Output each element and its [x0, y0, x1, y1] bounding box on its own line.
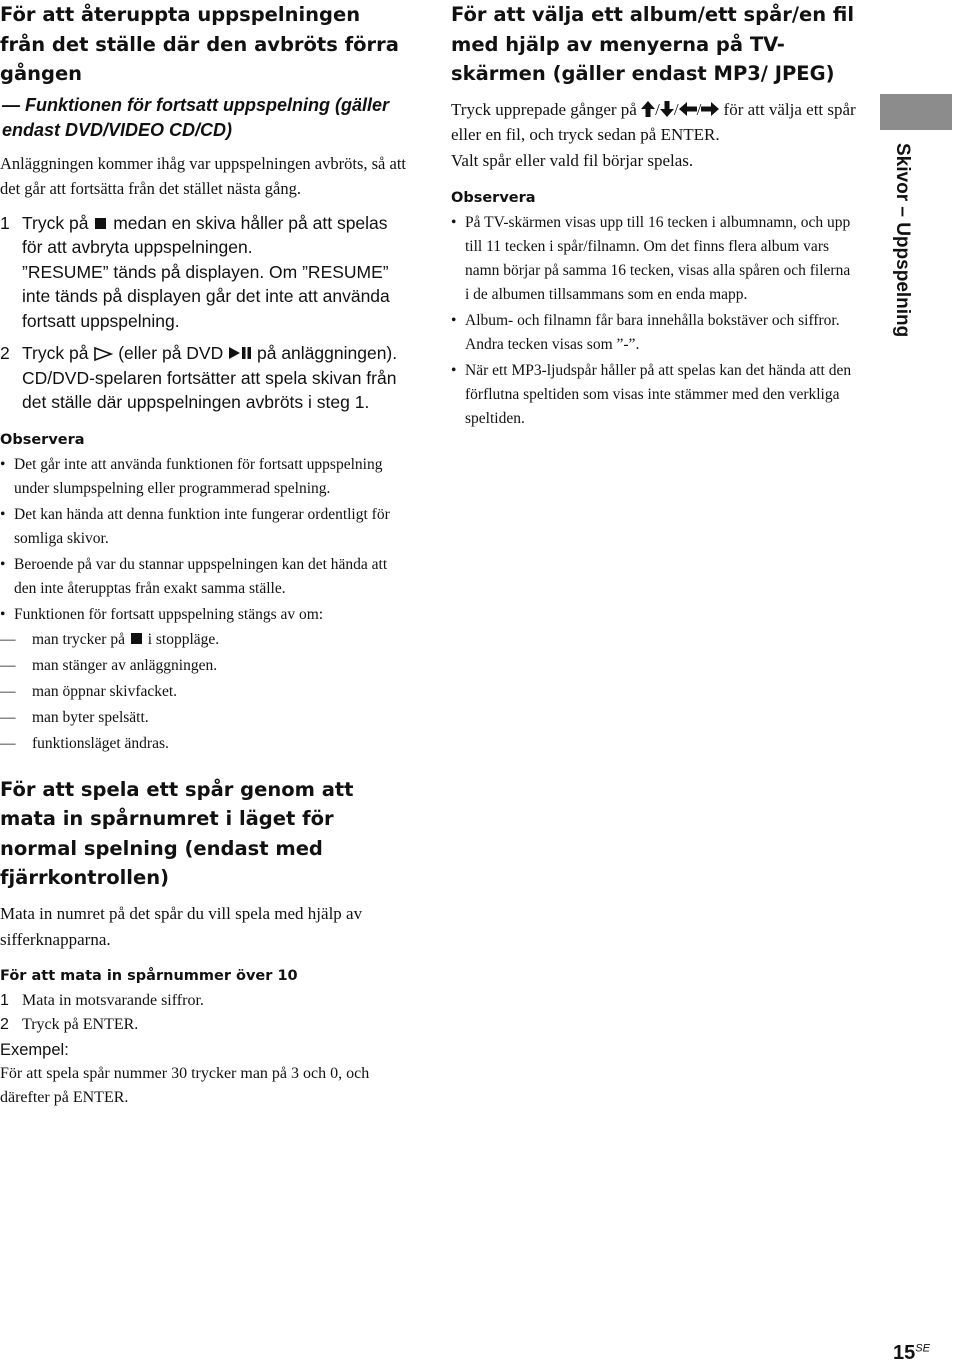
bullet: •	[0, 455, 6, 473]
note-item: • Det kan hända att denna funktion inte fungerar ordentligt för somliga skivor.	[0, 503, 410, 551]
resume-step-1	[0, 211, 410, 334]
bullet: •	[451, 312, 457, 329]
dash-item: — man stänger av anläggningen.	[0, 653, 410, 679]
note-title: Observera	[0, 431, 85, 448]
page-number-value: 15	[893, 1342, 916, 1364]
step-text: Tryck på	[22, 212, 89, 233]
dash-mark: —	[0, 734, 16, 752]
section-tab-label: Skivor – Uppspelning	[892, 143, 913, 338]
arrow-down-icon	[660, 101, 674, 117]
play-outline-icon	[93, 346, 113, 362]
resume-intro: Anläggningen kommer ihåg var uppspelningen avbröts, så att det går att fortsätta från det stället nästa gång.	[0, 153, 406, 198]
stop-icon	[95, 218, 106, 229]
arrow-left-icon	[679, 102, 697, 116]
note-item: • På TV-skärmen visas upp till 16 tecken i albumnamn, och upp till 11 tecken i spår/filnamn. Om det finns flera album vars namn börjar på samma 16 tecken, visas alla spåren och filerna i de albumen tillsammans som en enda mapp.	[451, 211, 856, 307]
bullet: •	[451, 362, 457, 379]
bullet: •	[0, 505, 6, 523]
example-text: För att spela spår nummer 30 trycker man på 3 och 0, och därefter på ENTER.	[0, 1064, 370, 1106]
example-label: Exempel:	[0, 1040, 69, 1059]
resume-section-title: För att återuppta uppspelningen från det ställe där den avbröts förra gången	[0, 3, 399, 85]
step-result: ”RESUME” tänds på displayen. Om ”RESUME” inte tänds på displayen går det inte att använda fortsatt uppspelning.	[22, 261, 390, 331]
menu-instruction: Tryck upprepade gånger på / / / för att välja ett spår eller en fil, och tryck sedan på ENTER.	[451, 99, 856, 144]
dash-mark: —	[0, 708, 16, 726]
dash-item: — man byter spelsätt.	[0, 705, 410, 731]
page-number	[893, 1342, 930, 1365]
menu-notes	[451, 211, 856, 431]
note-item: • Det går inte att använda funktionen för fortsatt uppspelning under slumpspelning eller programmerad spelning.	[0, 453, 410, 501]
bullet: •	[0, 605, 6, 623]
track-number-intro: Mata in numret på det spår du vill spela med hjälp av sifferknapparna.	[0, 903, 363, 949]
menu-result: Valt spår eller vald fil börjar spelas.	[451, 150, 694, 170]
note-item: • Album- och filnamn får bara innehålla bokstäver och siffror. Andra tecken visas som ”-”.	[451, 309, 856, 357]
stop-icon	[131, 633, 142, 644]
step-text: Tryck på	[22, 343, 89, 363]
dash-item: — funktionsläget ändras.	[0, 731, 410, 757]
resume-step-2	[0, 341, 410, 415]
step-text: på anläggningen).	[257, 343, 398, 363]
note-title: Observera	[451, 190, 536, 206]
step-number: 1	[0, 991, 9, 1009]
step-number: 1	[0, 212, 10, 233]
bullet: •	[451, 214, 457, 231]
section-tab-marker	[880, 94, 952, 130]
dash-mark: —	[0, 656, 16, 674]
track-number-section-title: För att spela ett spår genom att mata in spårnumret i läget för normal spelning (endast med fjärrkontrollen)	[0, 777, 354, 889]
over-10-step-1	[0, 989, 410, 1014]
play-pause-icon	[228, 346, 252, 360]
step-text: medan en skiva håller på att spelas för att avbryta uppspelningen.	[22, 212, 388, 257]
step-text: (eller på DVD	[118, 343, 224, 363]
menu-section-title: För att välja ett album/ett spår/en fil med hjälp av menyerna på TV-skärmen (gäller endast MP3/ JPEG)	[451, 3, 855, 85]
resume-section-subtitle: — Funktionen för fortsatt uppspelning (gäller endast DVD/VIDEO CD/CD)	[2, 94, 389, 140]
note-item: • När ett MP3-ljudspår håller på att spelas kan det hända att den förflutna speltiden som visas inte stämmer med den verkliga speltiden.	[451, 359, 856, 431]
step-text: Tryck på ENTER.	[22, 1016, 139, 1033]
step-text: Mata in motsvarande siffror.	[22, 991, 204, 1009]
over-10-step-2	[0, 1013, 410, 1038]
dash-item: — man trycker på i stoppläge.	[0, 627, 410, 653]
arrow-up-icon	[641, 101, 655, 117]
resume-cancel-conditions	[0, 627, 410, 757]
note-item: • Funktionen för fortsatt uppspelning stängs av om:	[0, 603, 410, 627]
note-item: • Beroende på var du stannar uppspelningen kan det hända att den inte återupptas från exakt samma ställe.	[0, 553, 410, 601]
bullet: •	[0, 555, 6, 573]
left-column	[0, 0, 410, 1111]
step-result: CD/DVD-spelaren fortsätter att spela skivan från det ställe där uppspelningen avbröts i steg 1.	[22, 367, 397, 412]
over-10-title: För att mata in spårnummer över 10	[0, 967, 298, 984]
right-column	[451, 0, 871, 431]
resume-notes	[0, 453, 410, 627]
page-number-suffix: SE	[915, 1342, 930, 1355]
step-number: 2	[0, 1016, 9, 1033]
dash-item: — man öppnar skivfacket.	[0, 679, 410, 705]
dash-mark: —	[0, 682, 16, 700]
step-number: 2	[0, 343, 10, 363]
dash-mark: —	[0, 630, 16, 648]
arrow-right-icon	[701, 102, 719, 116]
